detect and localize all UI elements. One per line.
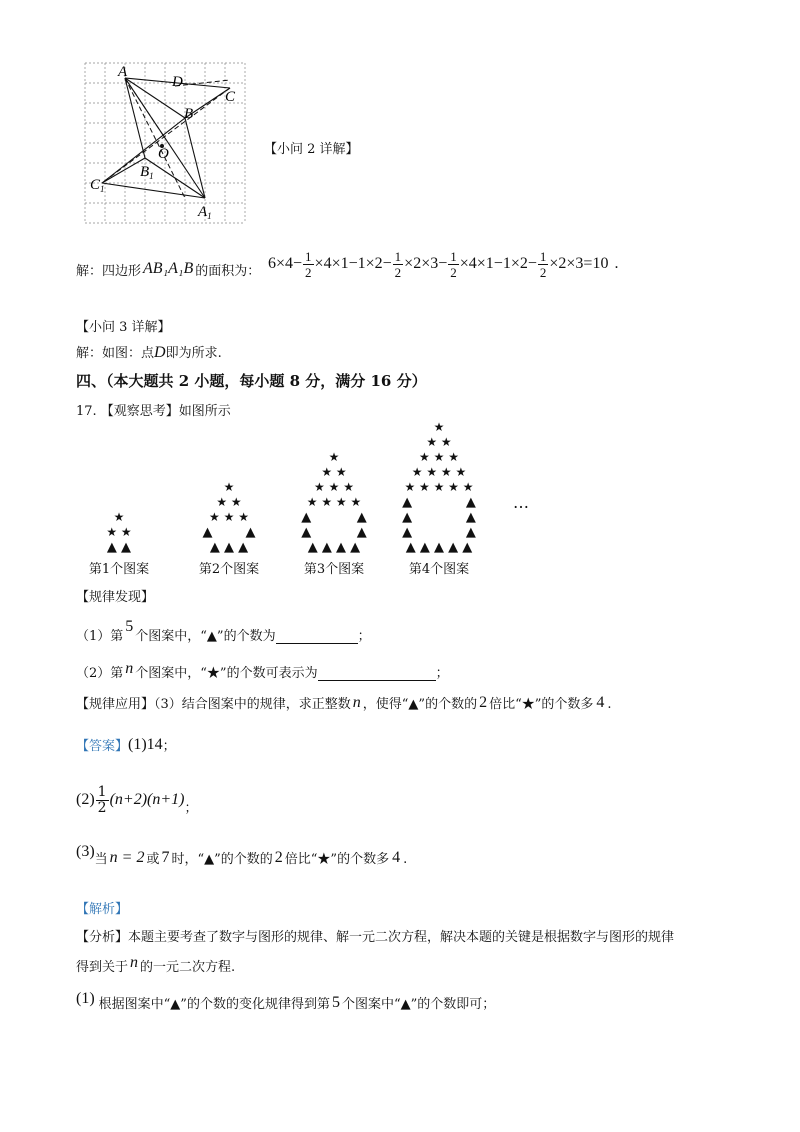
star-row: ★ ★ [321, 465, 347, 479]
answer-line-3: (3) 当 n = 2 或 7 时，“▲”的个数的 2 倍比“★”的个数多 4 . [76, 843, 408, 867]
label-o: O [158, 146, 169, 162]
q3-heading: 【小问 3 详解】 [76, 320, 171, 335]
label-d: D [172, 74, 183, 90]
grid-geometry-figure [80, 58, 255, 228]
question-2: （2）第 n 个图案中，“★”的个数可表示为 ； [76, 660, 449, 681]
quad-name: AB₁A₁B [143, 260, 194, 277]
fraction-half: $\frac{1}{2}$ [539, 248, 547, 280]
answer-blank-2[interactable] [318, 666, 436, 681]
q2-solution-mid: 的面积为： [195, 263, 261, 279]
rule-heading: 【规律发现】 [76, 590, 155, 605]
question-1: （1）第 5 个图案中，“▲”的个数为 ； [76, 618, 371, 644]
star-row: ★ ★ [106, 525, 132, 539]
q3-solution: 解：如图：点D即为所求. [76, 344, 222, 361]
label-c: C [225, 89, 236, 105]
triangle-row: ▲ ▲ [301, 525, 367, 540]
triangle-row: ▲ ▲ ▲ ▲ ▲ [405, 540, 473, 555]
expr-end: . [614, 255, 619, 272]
star-row: ★ [223, 480, 235, 494]
star-row: ★ ★ [216, 495, 242, 509]
answer-line-2: (2) $\frac{1}{2}$ (n+2)(n+1) ； [76, 783, 198, 816]
triangle-row: ▲ ▲ [402, 495, 476, 510]
fraction-half: $\frac{1}{2}$ [394, 248, 402, 280]
answer-label: 【答案】 [76, 739, 129, 754]
star-row: ★ [328, 450, 340, 464]
fraction-half: $\frac{1}{2}$ [97, 783, 107, 816]
segment-c1a1 [102, 183, 205, 198]
fraction-half: $\frac{1}{2}$ [450, 248, 457, 280]
analysis-label: 【解析】 [76, 902, 129, 917]
dashed-line [125, 78, 185, 198]
analysis-step-1: (1) 根据图案中“▲”的个数的变化规律得到第 5 个图案中“▲”的个数即可； [76, 990, 496, 1012]
triangle-row: ▲ ▲ [301, 510, 367, 525]
q2-solution-prefix: 解：四边形 [76, 263, 142, 279]
label-c1: $C_1$ [90, 177, 105, 194]
expr-term4: ×2×3=10 [549, 255, 609, 272]
q2-heading: 【小问 2 详解】 [264, 142, 359, 157]
pattern-label: 第1个图案 [88, 562, 150, 577]
star-row: ★ ★ ★ ★ [306, 495, 362, 509]
triangle-row: ▲ ▲ [402, 525, 476, 540]
star-row: ★ [433, 420, 445, 434]
analysis-line-1: 【分析】本题主要考查了数字与图形的规律、解一元二次方程，解决本题的关键是根据数字与图形的规律 [76, 930, 675, 945]
star-row: ★ ★ ★ ★ [411, 465, 467, 479]
star-row: ★ ★ [426, 435, 452, 449]
problem17-intro: 17. 【观察思考】如图所示 [76, 404, 231, 419]
triangle-row: ▲ ▲ [202, 525, 256, 540]
dashed-cc1 [102, 88, 230, 183]
pattern-label: 第3个图案 [303, 562, 365, 577]
fraction-half: $\frac{1}{2}$ [305, 248, 312, 280]
area-expression [268, 244, 618, 284]
label-a1: $A_1$ [198, 204, 212, 221]
star-row: ★ ★ ★ [314, 480, 354, 494]
ellipsis: … [513, 493, 529, 512]
expr-term1: ×4×1−1×2− [314, 255, 392, 272]
star-row: ★ [113, 510, 125, 524]
analysis-line-2: 得到关于 n 的一元二次方程. [76, 954, 236, 975]
segment-ba1 [185, 118, 205, 198]
label-b1: $B_1$ [140, 164, 154, 181]
expr-start: 6×4− [268, 255, 303, 272]
triangle-row: ▲ ▲ ▲ [209, 540, 249, 555]
answer-line-1: 【答案】 (1)14 ； [76, 735, 176, 754]
star-row: ★ ★ ★ [419, 450, 459, 464]
label-a: A [118, 64, 128, 80]
expr-term3: ×4×1−1×2− [459, 255, 537, 272]
pattern-label: 第2个图案 [198, 562, 260, 577]
section-title: 四、（本大题共 2 小题，每小题 8 分，满分 16 分） [76, 372, 427, 390]
triangle-row: ▲ ▲ [402, 510, 476, 525]
expr-term2: ×2×3− [404, 255, 448, 272]
triangle-row: ▲ ▲ [106, 540, 132, 555]
star-row: ★ ★ ★ ★ ★ [404, 480, 474, 494]
star-row: ★ ★ ★ [209, 510, 249, 524]
label-b: B [184, 106, 194, 122]
segment-ab1 [125, 78, 145, 158]
segment-c1b1 [102, 158, 145, 183]
q2-solution [76, 254, 260, 284]
question-3: 【规律应用】（3）结合图案中的规律，求正整数 n ，使得“▲”的个数的 2 倍比“★”的个数多 4 . [76, 694, 612, 712]
answer-blank-1[interactable] [276, 629, 358, 644]
triangle-row: ▲ ▲ ▲ ▲ [307, 540, 361, 555]
pattern-label: 第4个图案 [408, 562, 470, 577]
